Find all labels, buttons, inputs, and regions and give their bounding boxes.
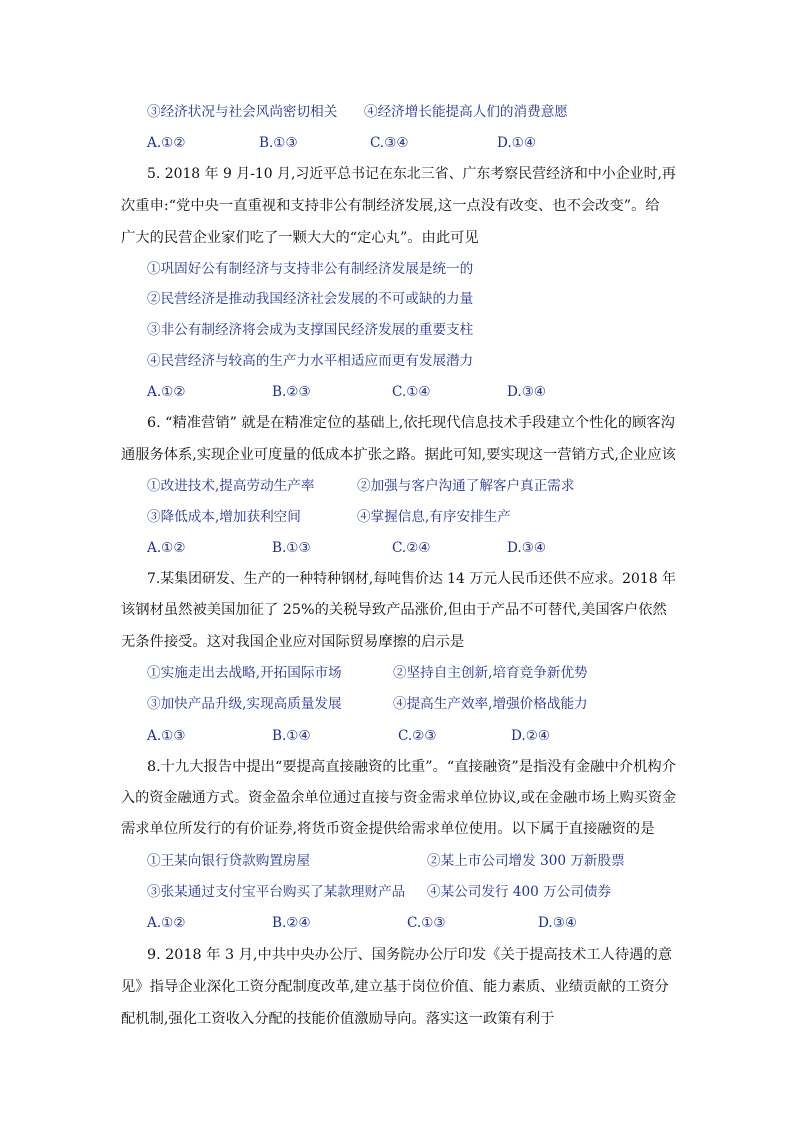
q8-answer-b: B.②④: [272, 915, 311, 931]
q5-answer-a: A.①②: [147, 384, 186, 400]
q6-option-2: ②加强与客户沟通了解客户真正需求: [357, 478, 575, 494]
q8-answer-a: A.①②: [147, 915, 186, 931]
q6-option-4: ④掌握信息,有序安排生产: [357, 509, 511, 525]
q7-answer-b: B.①④: [272, 728, 311, 744]
q7-option-4: ④提高生产效率,增强价格战能力: [393, 696, 588, 712]
q4-answer-a: A.①②: [147, 135, 186, 151]
q5-option-2: ②民营经济是推动我国经济社会发展的不可或缺的力量: [147, 291, 474, 307]
q4-answer-c: C.③④: [370, 135, 409, 151]
q4-option-4: ④经济增长能提高人们的消费意愿: [364, 104, 568, 120]
q5-option-1: ①巩固好公有制经济与支持非公有制经济发展是统一的: [147, 261, 474, 277]
q5-stem-line: 次重申:“党中央一直重视和支持非公有制经济发展,这一点没有改变、也不会改变”。给: [121, 198, 660, 214]
q5-answer-c: C.①④: [392, 384, 431, 400]
q4-answer-d: D.①④: [497, 135, 537, 151]
q8-option-4: ④某公司发行 400 万公司债券: [427, 884, 612, 900]
q6-option-1: ①改进技术,提高劳动生产率: [147, 478, 315, 494]
q8-option-3: ③张某通过支付宝平台购买了某款理财产品: [147, 884, 406, 900]
q5-stem-line: 5. 2018 年 9 月-10 月,习近平总书记在东北三省、广东考察民营经济和中小企业时,再: [147, 166, 676, 182]
q8-stem-line: 入的资金融通方式。资金盈余单位通过直接与资金需求单位协议,或在金融市场上购买资金: [121, 790, 677, 806]
q6-stem-line: 通服务体系,实现企业可度量的低成本扩张之路。据此可知,要实现这一营销方式,企业应该: [121, 447, 676, 463]
q7-option-3: ③加快产品升级,实现高质量发展: [147, 696, 342, 712]
q8-option-2: ②某上市公司增发 300 万新股票: [427, 853, 625, 869]
q7-answer-a: A.①③: [147, 728, 186, 744]
q8-stem-line: 8.十九大报告中提出“要提高直接融资的比重”。“直接融资”是指没有金融中介机构介: [147, 759, 676, 775]
q5-option-3: ③非公有制经济将会成为支撑国民经济发展的重要支柱: [147, 322, 474, 338]
q7-stem-line: 该钢材虽然被美国加征了 25%的关税导致产品涨价,但由于产品不可替代,美国客户依然: [121, 602, 667, 618]
q5-stem-line: 广大的民营企业家们吃了一颗大大的“定心丸”。由此可见: [121, 230, 479, 246]
q8-answer-c: C.①③: [407, 915, 446, 931]
q6-answer-d: D.③④: [507, 540, 547, 556]
q6-answer-b: B.①③: [272, 540, 311, 556]
q4-option-3: ③经济状况与社会风尚密切相关: [147, 104, 338, 120]
q7-answer-d: D.②④: [511, 728, 551, 744]
q9-stem-line: 9. 2018 年 3 月,中共中央办公厅、国务院办公厅印发《关于提高技术工人待遇的意: [147, 947, 673, 963]
q5-option-4: ④民营经济与较高的生产力水平相适应而更有发展潜力: [147, 353, 474, 369]
q7-answer-c: C.②③: [398, 728, 437, 744]
q5-answer-b: B.②③: [272, 384, 311, 400]
q7-option-1: ①实施走出去战略,开拓国际市场: [147, 665, 342, 681]
q4-answer-b: B.①③: [259, 135, 298, 151]
q6-answer-a: A.①②: [147, 540, 186, 556]
q7-stem-line: 无条件接受。这对我国企业应对国际贸易摩擦的启示是: [121, 634, 465, 650]
q8-answer-d: D.③④: [538, 915, 578, 931]
q8-stem-line: 需求单位所发行的有价证券,将货币资金提供给需求单位使用。以下属于直接融资的是: [121, 821, 655, 837]
q8-option-1: ①王某向银行贷款购置房屋: [147, 853, 311, 869]
q7-stem-line: 7.某集团研发、生产的一种特种钢材,每吨售价达 14 万元人民币还供不应求。2018 年: [147, 571, 676, 587]
q9-stem-line: 见》指导企业深化工资分配制度改革,建立基于岗位价值、能力素质、业绩贡献的工资分: [121, 979, 669, 995]
q6-option-3: ③降低成本,增加获利空间: [147, 509, 301, 525]
q6-stem-line: 6. “精准营销” 就是在精准定位的基础上,依托现代信息技术手段建立个性化的顾客沟: [147, 415, 675, 431]
q9-stem-line: 配机制,强化工资收入分配的技能价值激励导向。落实这一政策有利于: [121, 1011, 555, 1027]
q6-answer-c: C.②④: [392, 540, 431, 556]
q7-option-2: ②坚持自主创新,培育竞争新优势: [393, 665, 588, 681]
q5-answer-d: D.③④: [507, 384, 547, 400]
